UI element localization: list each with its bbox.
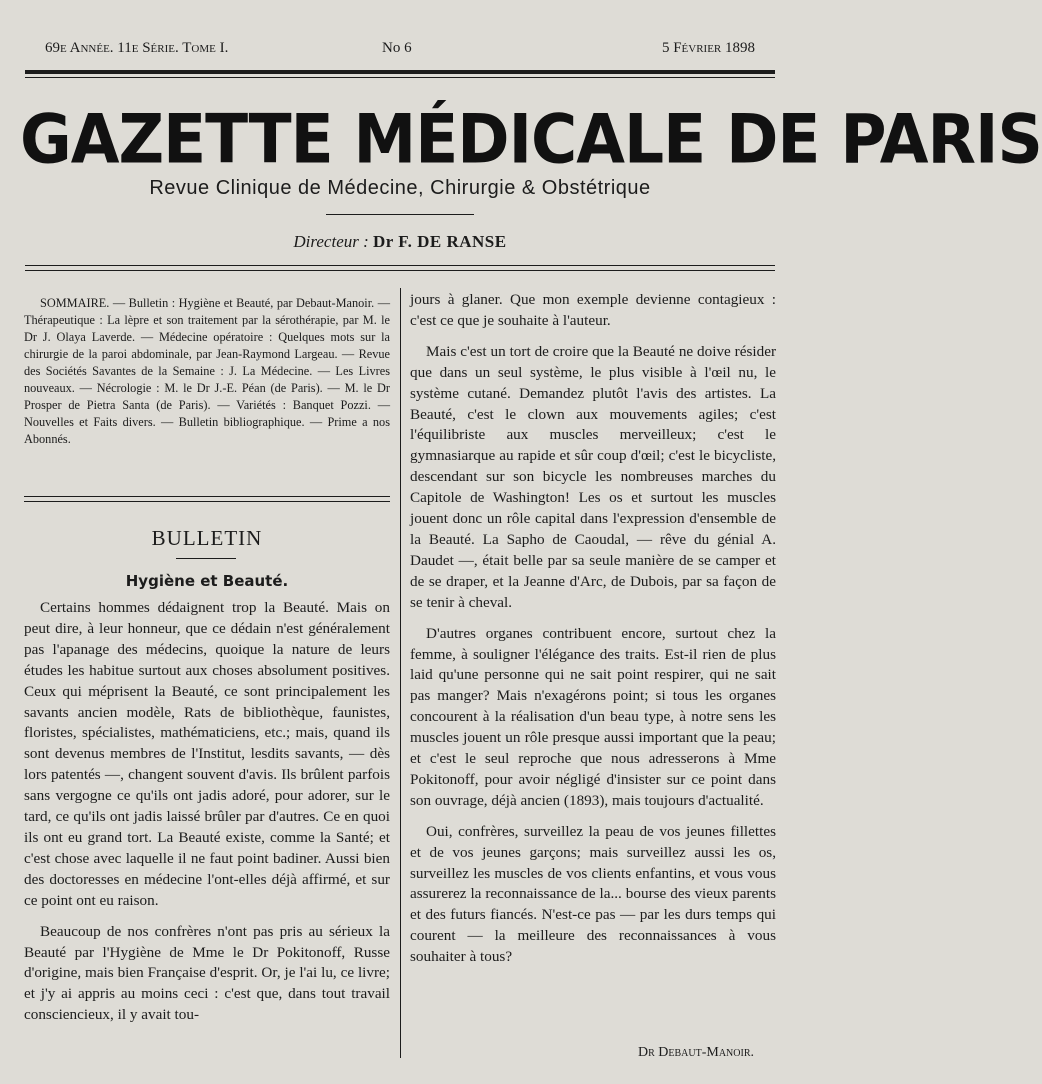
header-rule-bottom-1	[25, 265, 775, 266]
article-paragraph: Certains hommes dédaignent trop la Beauté. Mais on peut dire, à leur honneur, que ce dédain n'est généralement pas l'apanage des médecins, quoique la nature de leurs études les habitue surtout aux choses absolument positives. Ceux qui méprisent la Beauté, ce sont principalement les savants ancien modèle, Rats de bibliothèque, faunistes, floristes, spécialistes, mathématiciens, etc.; mais, quand ils sont devenus membres de l'Institut, lesdits savants, — dès lors patentés —, changent souvent d'avis. Ils brûlent parfois sans vergogne ce qu'ils ont jadis adoré, pour adorer, sur le tard, ce qu'ils ont jadis laissé brûler par d'autres. Ce en quoi ils ont eu grand tort. La Beauté existe, comme la Santé; et c'est chose avec laquelle il ne faut point badiner. Aussi bien des doctoresses en médecine l'ont-elles déjà affirmé, et sur ce point ont eu raison.	[24, 599, 390, 909]
article-signature: Dr Debaut-Manoir.	[638, 1045, 754, 1060]
header-rule-top	[25, 70, 775, 74]
article-right-column	[410, 290, 776, 978]
sommaire-rule-1	[24, 496, 390, 497]
masthead-divider	[326, 214, 474, 215]
issue-number: No 6	[382, 40, 412, 56]
sommaire-block	[24, 295, 390, 458]
article-paragraph: Mais c'est un tort de croire que la Beauté ne doive résider que dans un seul système, le plus visible à l'œil nu, le système cutané. Demandez plutôt l'avis des artistes. La Beauté, c'est le clown aux mouvements agiles; c'est l'équilibriste aux muscles merveilleux; c'est le gymnasiarque au rapide et sûr coup d'œil; c'est le bicycliste, descendant sur son bicycle les nombreuses marches du Capitole de Washington! Les os et surtout les muscles jouent donc un rôle capital dans l'expression d'ensemble de la Beauté. La Sapho de Caoudal, — rêve du génial A. Daudet —, était belle par sa seule manière de se camper et de se draper, et la Jeanne d'Arc, de Dubois, par sa façon de se tenir à cheval.	[410, 342, 776, 611]
director-label: Directeur :	[293, 232, 369, 251]
director-line	[0, 232, 800, 252]
article-paragraph: jours à glaner. Que mon exemple devienne contagieux : c'est ce que je souhaite à l'auteur.	[410, 291, 776, 329]
header-rule-top-thin	[25, 77, 775, 78]
volume-info: 69e Année. 11e Série. Tome I.	[45, 40, 229, 56]
article-title: Hygiène et Beauté.	[125, 572, 289, 590]
section-divider	[176, 558, 236, 559]
sommaire-text: SOMMAIRE. — Bulletin : Hygiène et Beauté, par Debaut-Manoir. — Thérapeutique : La lèpre et son traitement par la sérothérapie, par M. le Dr J. Olaya Laverde. — Médecine opératoire : Quelques mots sur la chirurgie de la paroi abdominale, par Jean-Raymond Largeau. — Revue des Sociétés Savantes de la Semaine : J. La Médecine. — Les Livres nouveaux. — Nécrologie : M. le Dr J.-E. Péan (de Paris). — M. le Dr Prosper de Pietra Santa (de Paris). — Variétés : Banquet Pozzi. — Nouvelles et Faits divers. — Bulletin bibliographique. — Prime a nos Abonnés.	[24, 296, 390, 446]
section-heading: BULLETIN	[151, 526, 263, 550]
issue-info-line	[45, 40, 755, 62]
article-left-column	[24, 598, 390, 1036]
article-paragraph: Beaucoup de nos confrères n'ont pas pris au sérieux la Beauté par l'Hygiène de Mme le Dr Pokitonoff, Russe d'origine, mais bien Française d'esprit. Or, je l'ai lu, ce livre; et j'y ai appris au moins ceci : c'est que, dans tout travail consciencieux, il y avait tou-	[24, 922, 390, 1024]
header-rule-bottom-2	[25, 270, 775, 271]
issue-date: 5 Février 1898	[661, 40, 755, 56]
director-name: Dr F. DE RANSE	[373, 232, 507, 251]
masthead-subtitle: Revue Clinique de Médecine, Chirurgie & Obstétrique	[149, 177, 651, 199]
column-divider	[400, 288, 401, 1058]
sommaire-rule-2	[24, 501, 390, 502]
article-paragraph: D'autres organes contribuent encore, surtout chez la femme, à souligner l'élégance des traits. Est-il rien de plus laid qu'une personne qui ne sait point respirer, qui ne sait pas manger? Mais n'exagérons point; si tous les organes concourent à la réalisation d'un beau type, à notre sens les muscles jouent un rôle presque aussi important que la peau; et c'est le seul reproche que nous adresserons à Mme Pokitonoff, pour avoir négligé d'insister sur ce point dans son ouvrage, déjà ancien (1893), mais toujours d'actualité.	[410, 624, 776, 809]
masthead-title: GAZETTE MÉDICALE DE PARIS	[20, 100, 1042, 179]
article-paragraph: Oui, confrères, surveillez la peau de vos jeunes fillettes et de vos jeunes garçons; mais surveillez aussi les os, surveillez les muscles de vos clients enfantins, et vous vous assurerez la reconnaissance de la... bourse des vieux parents et des futurs fiancés. N'est-ce pas — par les durs temps qui courent — la meilleure des reconnaissances à vous souhaiter à tous?	[410, 822, 776, 966]
